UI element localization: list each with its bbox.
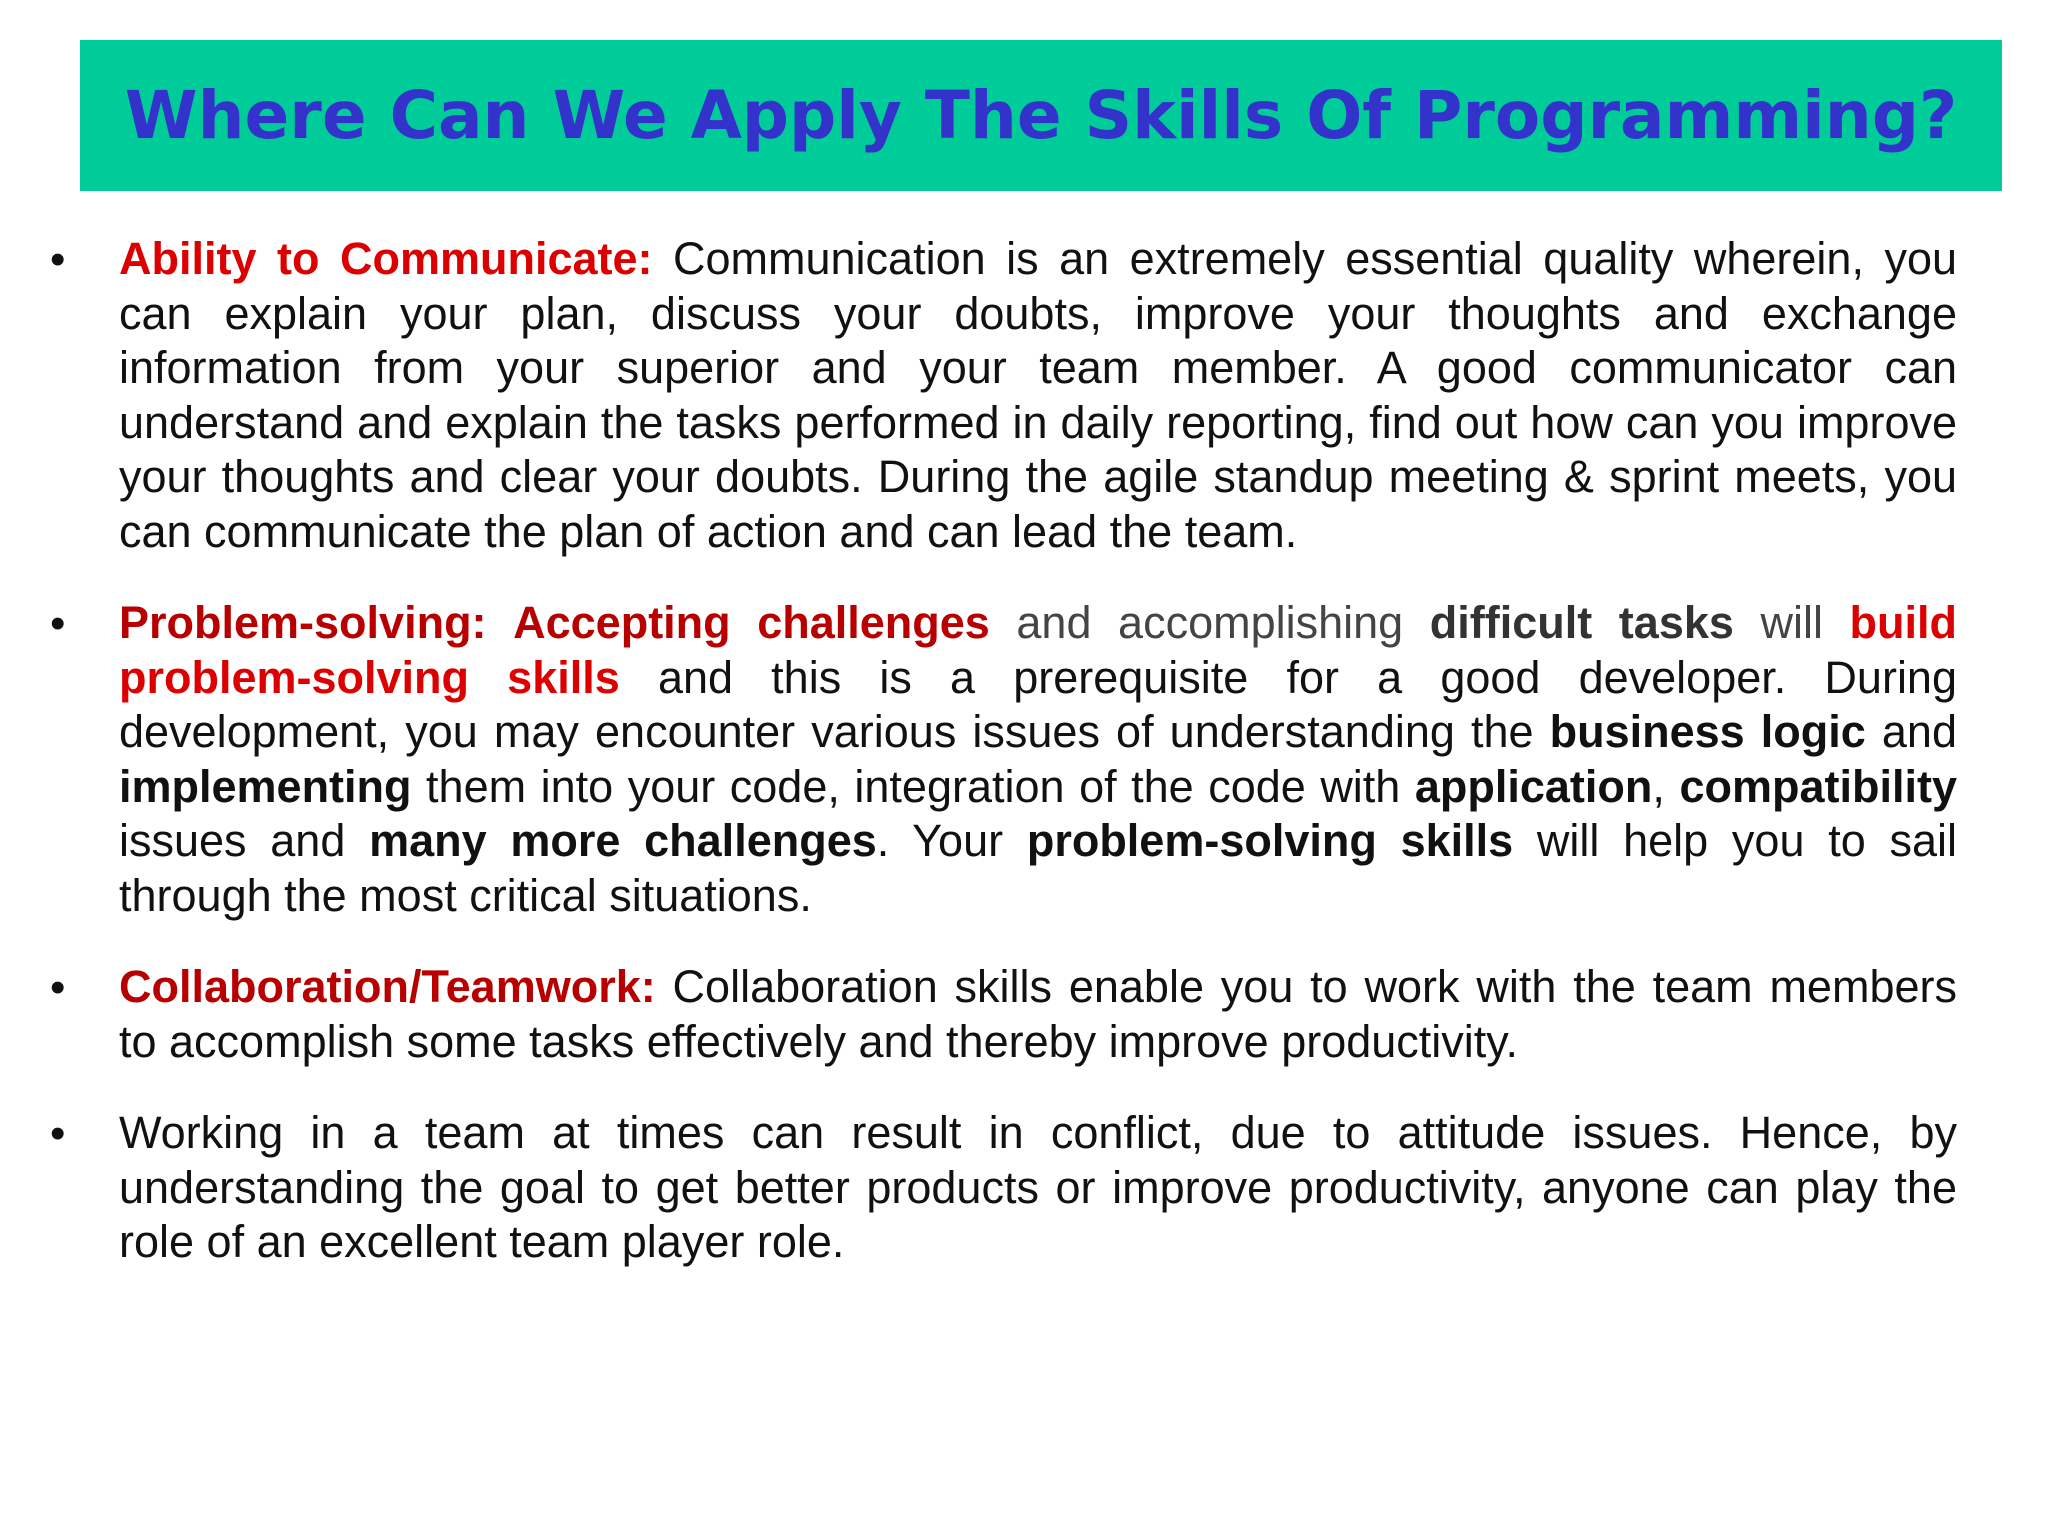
bullet-marker: •	[50, 963, 66, 1012]
collaboration-body: Collaboration skills enable you to work with the team members to accomplish some tasks effectively and thereby improve productivity.	[119, 961, 1957, 1067]
bullet-teamwork	[40, 1106, 1957, 1270]
problem-solving-text-3: and this is a prerequisite for a good developer. During development, you may encounter various issues of understanding the	[119, 651, 1957, 757]
problem-solving-space	[487, 597, 514, 648]
build-skills: build problem-solving skills	[119, 597, 1958, 703]
difficult-tasks: difficult tasks	[1429, 597, 1734, 648]
accepting-challenges: Accepting challenges	[513, 597, 990, 648]
problem-solving-text-6: ,	[1652, 760, 1680, 812]
communication-body: Communication is an extremely essential quality wherein, you can explain your plan, discuss your doubts, improve your thoughts and exchange information from your superior and your team member. A good communicator can understand and explain the tasks performed in daily reporting, find out how can you improve your thoughts and clear your doubts. During the agile standup meeting & sprint meets, you can communicate the plan of action and can lead the team.	[119, 233, 1958, 557]
implementing: implementing	[119, 760, 412, 812]
bullet-marker: •	[50, 599, 66, 648]
bullet-teamwork-text: Working in a team at times can result in conflict, due to attitude issues. Hence, by understanding the goal to get better products or improve productivity, anyone can play the role of an excellent team player role.	[119, 1107, 1957, 1267]
bullet-communication-text	[119, 232, 1957, 559]
communication-heading: Ability to Communicate:	[119, 233, 653, 284]
problem-solving-skills: problem-solving skills	[1026, 815, 1514, 866]
collaboration-heading: Collaboration/Teamwork:	[119, 961, 656, 1012]
application: application	[1414, 760, 1653, 812]
bullet-collaboration-text	[119, 960, 1957, 1069]
bullet-problem-solving-text	[119, 596, 1957, 923]
slide-title: Where Can We Apply The Skills Of Programming?	[124, 77, 1958, 154]
bullet-list	[40, 232, 1957, 1307]
problem-solving-text-9: will help you to sail through the most critical situations.	[119, 815, 1957, 921]
bullet-collaboration	[40, 960, 1957, 1069]
problem-solving-text-5: them into your code, integration of the code with	[411, 760, 1415, 812]
bullet-communication	[40, 232, 1957, 559]
bullet-problem-solving	[40, 596, 1957, 923]
many-more-challenges: many more challenges	[369, 815, 877, 866]
problem-solving-text-2: will	[1733, 597, 1850, 648]
problem-solving-text-7: issues and	[119, 815, 370, 866]
business-logic: business logic	[1549, 706, 1866, 757]
problem-solving-heading: Problem-solving:	[119, 597, 487, 648]
bullet-marker: •	[50, 235, 66, 284]
compatibility: compatibility	[1679, 760, 1957, 812]
bullet-marker: •	[50, 1109, 66, 1158]
title-banner	[80, 40, 2002, 191]
problem-solving-text-4: and	[1865, 706, 1957, 757]
problem-solving-text-8: . Your	[876, 815, 1027, 866]
problem-solving-text-1: and accomplishing	[989, 597, 1430, 648]
